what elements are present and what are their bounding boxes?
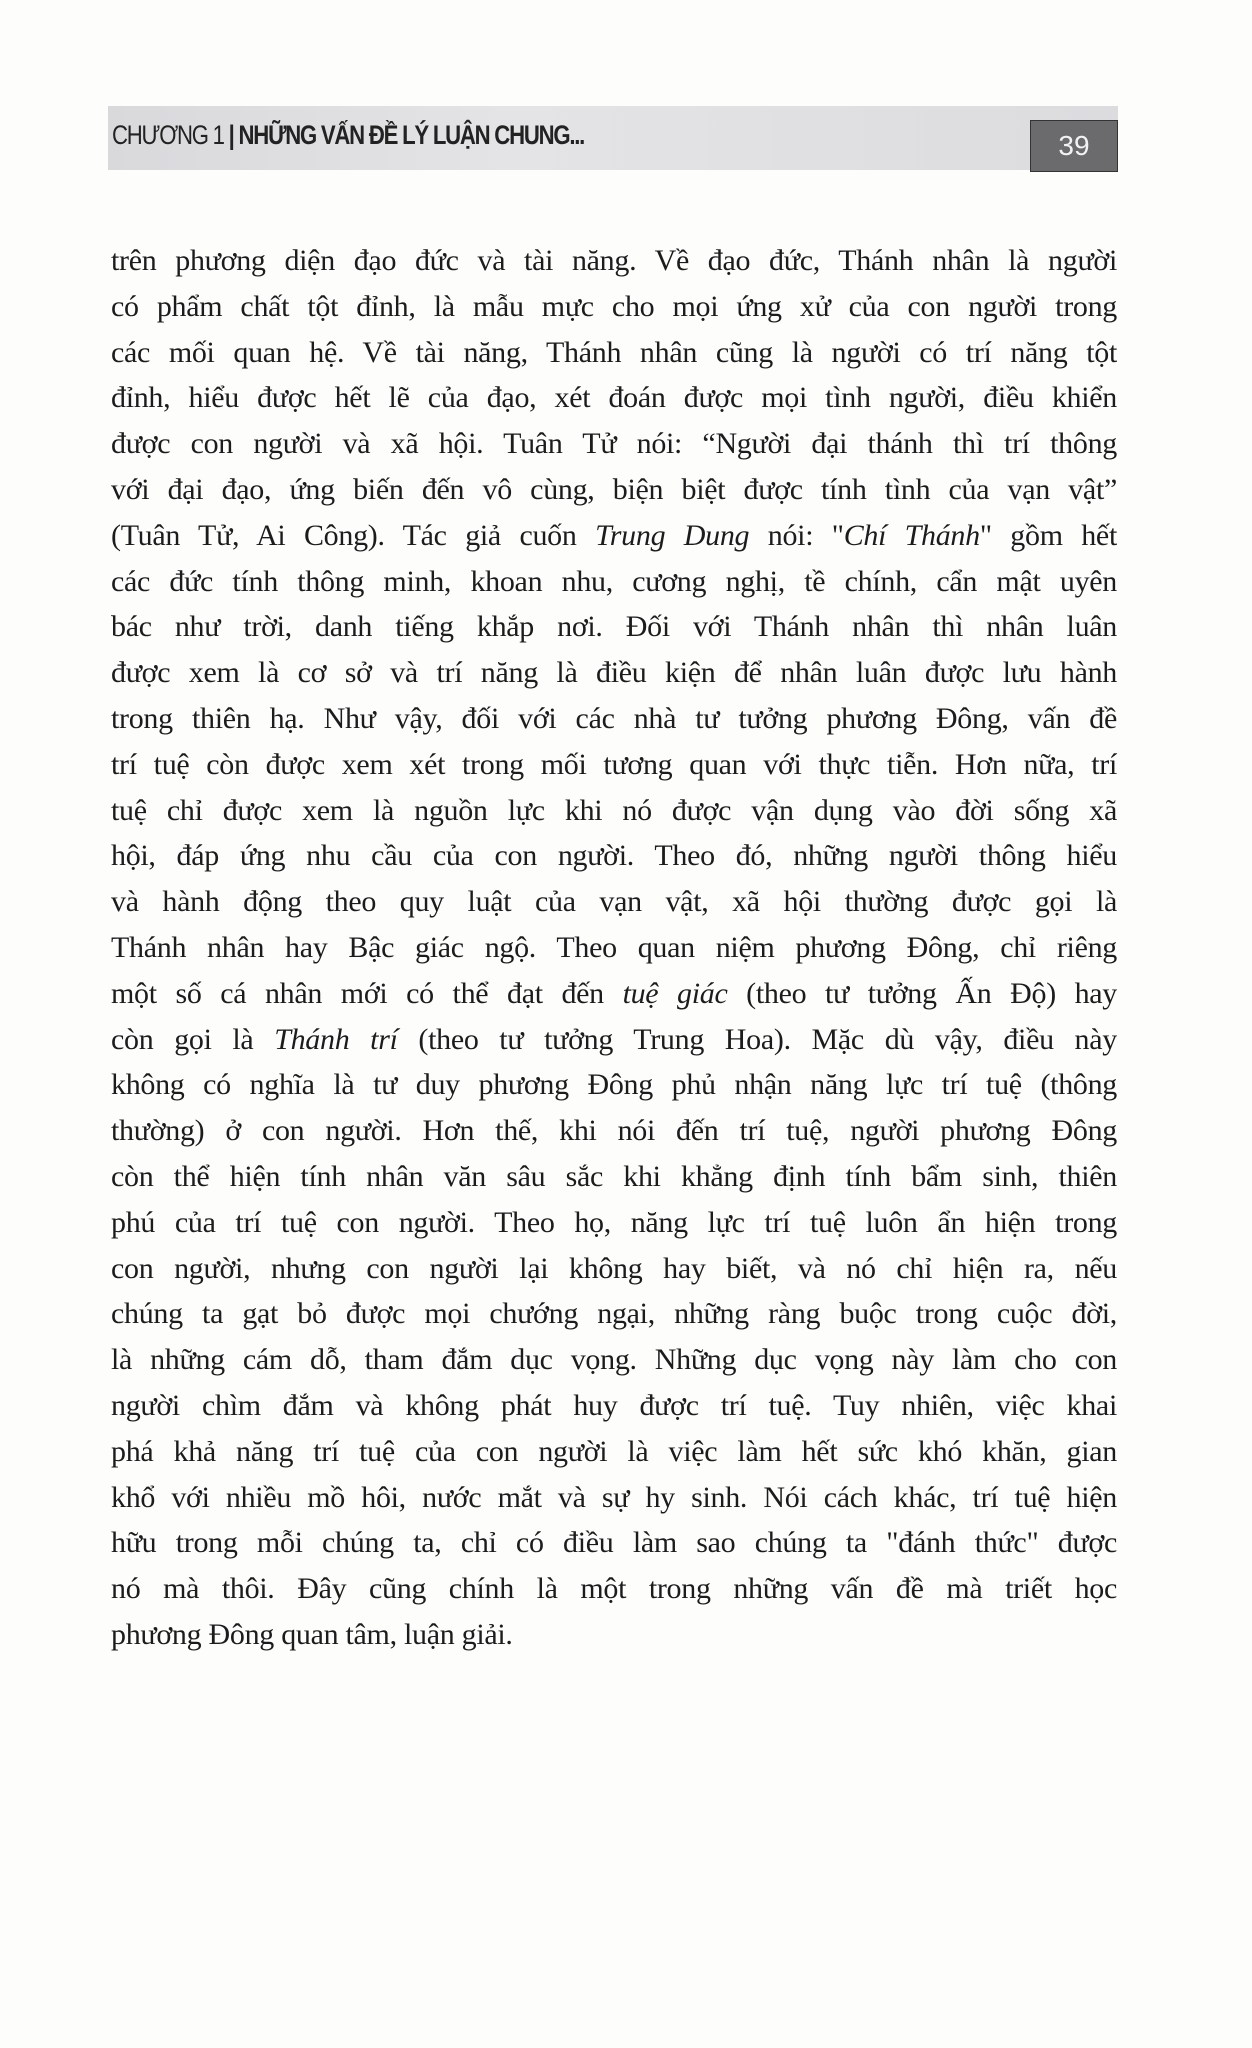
text-line xyxy=(111,559,1117,605)
header-separator: | xyxy=(228,120,234,150)
text-segment: nói: " xyxy=(749,518,844,552)
text-segment: các đức tính thông minh, khoan nhu, cương nghị, tề chính, cẩn mật uyên xyxy=(111,564,1117,598)
text-segment: phá khả năng trí tuệ của con người là việc làm hết sức khó khăn, gian xyxy=(111,1434,1117,1468)
text-line xyxy=(111,1200,1117,1246)
text-line xyxy=(111,467,1117,513)
text-segment: trí tuệ còn được xem xét trong mối tương quan với thực tiễn. Hơn nữa, trí xyxy=(111,747,1117,781)
chapter-heading xyxy=(112,120,584,151)
text-segment: với đại đạo, ứng biến đến vô cùng, biện biệt được tính tình của vạn vật” xyxy=(111,472,1117,506)
text-segment: nó mà thôi. Đây cũng chính là một trong những vấn đề mà triết học xyxy=(111,1572,1117,1606)
text-line xyxy=(111,1566,1117,1612)
text-line xyxy=(111,1337,1117,1383)
text-segment: được xem là cơ sở và trí năng là điều kiện để nhân luân được lưu hành xyxy=(111,656,1117,690)
text-line xyxy=(111,925,1117,971)
text-line xyxy=(111,604,1117,650)
page-number: 39 xyxy=(1030,120,1118,172)
chapter-title: NHỮNG VẤN ĐỀ LÝ LUẬN CHUNG... xyxy=(238,120,585,150)
text-segment: một số cá nhân mới có thể đạt đến xyxy=(111,976,623,1010)
text-segment: trên phương diện đạo đức và tài năng. Về đạo đức, Thánh nhân là người xyxy=(111,244,1117,277)
text-line xyxy=(111,742,1117,788)
text-segment: con người, nhưng con người lại không hay biết, và nó chỉ hiện ra, nếu xyxy=(111,1251,1117,1285)
text-line xyxy=(111,1154,1117,1200)
text-line xyxy=(111,513,1117,559)
text-line xyxy=(111,1017,1117,1063)
italic-title: Trung Dung xyxy=(595,518,750,552)
text-segment: và hành động theo quy luật của vạn vật, xã hội thường được gọi là xyxy=(111,885,1117,919)
text-segment: có phẩm chất tột đỉnh, là mẫu mực cho mọi ứng xử của con người trong xyxy=(111,289,1117,323)
text-line xyxy=(111,1246,1117,1292)
text-segment: hữu trong mỗi chúng ta, chỉ có điều làm sao chúng ta "đánh thức" được xyxy=(111,1526,1117,1560)
text-line xyxy=(111,879,1117,925)
text-segment: (Tuân Tử, Ai Công). Tác giả cuốn xyxy=(111,518,596,552)
text-line xyxy=(111,971,1117,1017)
text-segment: không có nghĩa là tư duy phương Đông phủ nhận năng lực trí tuệ (thông xyxy=(111,1068,1117,1102)
text-segment: phương Đông quan tâm, luận giải. xyxy=(111,1617,513,1651)
text-segment: (theo tư tưởng Trung Hoa). Mặc dù vậy, điều này xyxy=(397,1022,1117,1056)
text-segment: phú của trí tuệ con người. Theo họ, năng lực trí tuệ luôn ẩn hiện trong xyxy=(111,1205,1117,1239)
text-line xyxy=(111,833,1117,879)
text-segment: còn thể hiện tính nhân văn sâu sắc khi khẳng định tính bẩm sinh, thiên xyxy=(111,1159,1117,1193)
text-segment: được con người và xã hội. Tuân Tử nói: “Người đại thánh thì trí thông xyxy=(111,427,1117,461)
text-segment: chúng ta gạt bỏ được mọi chướng ngại, những ràng buộc trong cuộc đời, xyxy=(111,1297,1117,1331)
text-segment: khổ với nhiều mồ hôi, nước mắt và sự hy sinh. Nói cách khác, trí tuệ hiện xyxy=(111,1480,1117,1514)
text-segment: bác như trời, danh tiếng khắp nơi. Đối với Thánh nhân thì nhân luân xyxy=(111,610,1117,644)
text-line xyxy=(111,1475,1117,1521)
text-line xyxy=(111,650,1117,696)
text-segment: các mối quan hệ. Về tài năng, Thánh nhân cũng là người có trí năng tột xyxy=(111,335,1117,369)
text-segment: tuệ chỉ được xem là nguồn lực khi nó được vận dụng vào đời sống xã xyxy=(111,793,1117,827)
italic-title: Chí Thánh xyxy=(843,518,980,552)
text-line xyxy=(111,1062,1117,1108)
text-segment: đỉnh, hiểu được hết lẽ của đạo, xét đoán được mọi tình người, điều khiển xyxy=(111,381,1117,415)
text-line xyxy=(111,1383,1117,1429)
running-header xyxy=(108,106,1118,170)
text-segment: (theo tư tưởng Ấn Độ) hay xyxy=(727,976,1117,1010)
text-line xyxy=(111,1429,1117,1475)
italic-title: tuệ giác xyxy=(622,976,728,1010)
text-line xyxy=(111,1520,1117,1566)
italic-title: Thánh trí xyxy=(274,1022,398,1056)
chapter-label: CHƯƠNG 1 xyxy=(112,120,224,150)
text-line xyxy=(111,238,1117,284)
text-line xyxy=(111,1612,1117,1658)
text-line xyxy=(111,284,1117,330)
text-segment: trong thiên hạ. Như vậy, đối với các nhà tư tưởng phương Đông, vấn đề xyxy=(111,701,1117,735)
text-segment: người chìm đắm và không phát huy được trí tuệ. Tuy nhiên, việc khai xyxy=(111,1388,1117,1422)
text-line xyxy=(111,696,1117,742)
text-line xyxy=(111,421,1117,467)
text-line xyxy=(111,1108,1117,1154)
text-segment: còn gọi là xyxy=(111,1022,275,1056)
text-line xyxy=(111,1291,1117,1337)
text-line xyxy=(111,375,1117,421)
text-segment: thường) ở con người. Hơn thế, khi nói đến trí tuệ, người phương Đông xyxy=(111,1114,1117,1148)
text-segment: là những cám dỗ, tham đắm dục vọng. Những dục vọng này làm cho con xyxy=(111,1343,1117,1377)
text-line xyxy=(111,788,1117,834)
text-segment: hội, đáp ứng nhu cầu của con người. Theo đó, những người thông hiểu xyxy=(111,839,1117,873)
text-segment: " gồm hết xyxy=(979,518,1117,552)
body-text xyxy=(111,238,1117,1658)
text-segment: Thánh nhân hay Bậc giác ngộ. Theo quan niệm phương Đông, chỉ riêng xyxy=(111,930,1117,964)
text-line xyxy=(111,330,1117,376)
